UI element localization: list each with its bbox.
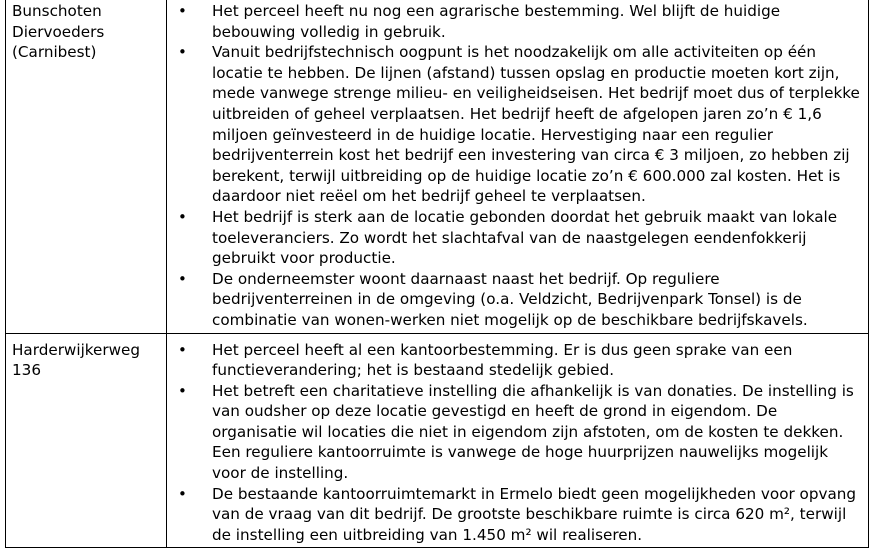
list-item: • Het betreft een charitatieve instelling die afhankelijk is van donaties. De instelling is van oudsher op deze locatie gevestigd en heeft de grond in eigendom. De organisatie wil locaties die niet in eigendom zijn afstoten, om de kosten te dekken. Een reguliere kantoorruimte is vanwege de hoge huurprijzen nauwelijks mogelijk voor de instelling. [171, 381, 862, 484]
list-item: • Vanuit bedrijfstechnisch oogpunt is het noodzakelijk om alle activiteiten op één locatie te hebben. De lijnen (afstand) tussen opslag en productie moeten kort zijn, mede vanwege strenge milieu- en veiligheidseisen. Het bedrijf moet dus of terplekke uitbreiden of geheel verplaatsen. Het bedrijf heeft de afgelopen jaren zo’n € 1,6 miljoen geïnvesteerd in de huidige locatie. Hervestiging naar een regulier bedrijventerrein kost het bedrijf een investering van circa € 3 miljoen, zo hebben zij berekent, terwijl uitbreiding op de huidige locatie zo’n € 600.000 zal kosten. Het is daardoor niet reëel om het bedrijf geheel te verplaatsen. [171, 42, 862, 207]
list-item: • Het perceel heeft al een kantoorbestemming. Er is dus geen sprake van een functieverandering; het is bestaand stedelijk gebied. [171, 340, 862, 381]
table-row [6, 0, 869, 333]
location-name-line: Harderwijkerweg [12, 340, 141, 359]
list-item: • De onderneemster woont daarnaast naast het bedrijf. Op reguliere bedrijventerreinen in de omgeving (o.a. Veldzicht, Bedrijvenpark Tonsel) is de combinatie van wonen-werken niet mogelijk op de beschikbare bedrijfskavels. [171, 269, 862, 331]
bullet-list [171, 340, 862, 546]
table-row [6, 333, 869, 548]
justification-cell [167, 333, 869, 548]
location-name-line: 136 [12, 361, 41, 380]
location-name-line: Bunschoten [12, 2, 102, 20]
list-item: • De bestaande kantoorruimtemarkt in Ermelo biedt geen mogelijkheden voor opvang van de vraag van dit bedrijf. De grootste beschikbare ruimte is circa 620 m², terwijl de instelling een uitbreiding van 1.450 m² wil realiseren. [171, 484, 862, 546]
location-name-line: Diervoeders [12, 22, 105, 41]
justification-cell [167, 0, 869, 333]
location-justification-table [5, 0, 869, 548]
list-item: • Het perceel heeft nu nog een agrarische bestemming. Wel blijft de huidige bebouwing volledig in gebruik. [171, 1, 862, 42]
location-name-line: (Carnibest) [12, 43, 97, 62]
location-name-cell [6, 0, 167, 333]
list-item: • Het bedrijf is sterk aan de locatie gebonden doordat het gebruik maakt van lokale toeleveranciers. Zo wordt het slachtafval van de naastgelegen eendenfokkerij gebruikt voor productie. [171, 207, 862, 269]
bullet-list [171, 1, 862, 331]
location-name-cell [6, 333, 167, 548]
